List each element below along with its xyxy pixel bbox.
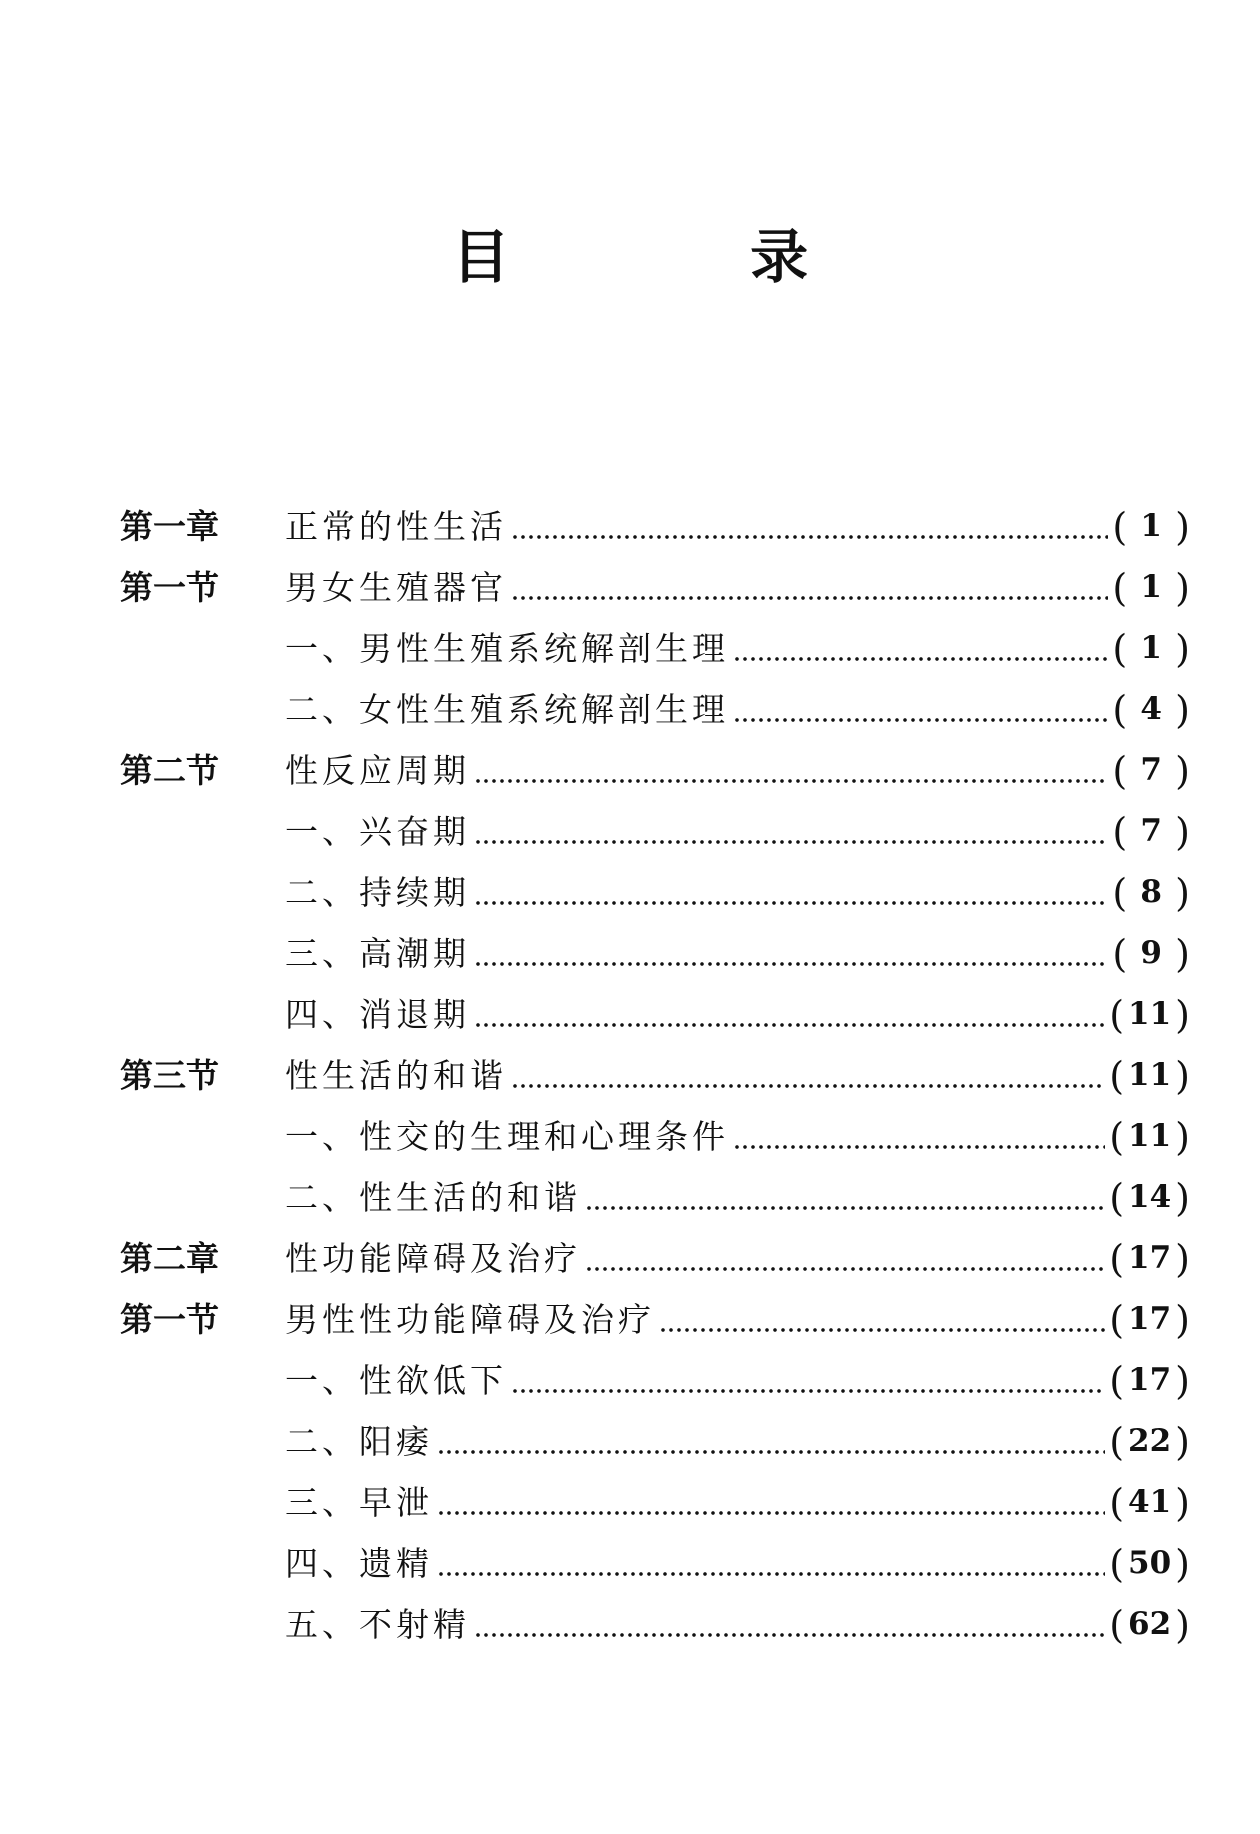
page-number: 4 [1140, 691, 1162, 727]
toc-entry [120, 1533, 1190, 1594]
toc-entry-page: ( 7 ) [1112, 748, 1190, 793]
dot-leader [474, 754, 1108, 787]
dot-leader [733, 1120, 1105, 1153]
page-number: 7 [1140, 752, 1162, 788]
toc-entry-page: ( 4 ) [1112, 687, 1190, 732]
toc-entry-page: ( 41 ) [1109, 1480, 1190, 1525]
dot-leader [511, 1059, 1105, 1092]
toc-entry [120, 1106, 1190, 1167]
toc-entry-page: ( 1 ) [1112, 565, 1190, 610]
toc-entry-title: 三、高潮期 [285, 934, 470, 973]
toc-entry-title: 二、持续期 [285, 873, 470, 912]
toc-entry-title: 三、早泄 [285, 1483, 433, 1522]
toc-entry-title: 正常的性生活 [285, 507, 507, 546]
page-title: 目 录 [451, 223, 919, 291]
page-number: 11 [1128, 1057, 1172, 1093]
toc-entry [120, 801, 1190, 862]
toc-entry-title: 一、性欲低下 [285, 1361, 507, 1400]
page-number: 50 [1128, 1545, 1172, 1581]
dot-leader [474, 998, 1105, 1031]
toc-entry [120, 557, 1190, 618]
page-number: 17 [1128, 1362, 1172, 1398]
toc-entry-page: ( 11 ) [1109, 992, 1190, 1037]
page-number: 41 [1128, 1484, 1172, 1520]
page-number: 7 [1140, 813, 1162, 849]
toc-entry-label: 第一节 [120, 568, 219, 607]
page-number: 11 [1128, 1118, 1172, 1154]
toc-entry [120, 1472, 1190, 1533]
toc-entry-title: 男女生殖器官 [285, 568, 507, 607]
toc-entry-page: ( 22 ) [1109, 1419, 1190, 1464]
toc-entry-title: 男性性功能障碍及治疗 [285, 1300, 655, 1339]
toc-entry-title: 四、遗精 [285, 1544, 433, 1583]
dot-leader [511, 510, 1108, 543]
dot-leader [511, 571, 1108, 604]
page-number: 9 [1140, 935, 1162, 971]
toc-entry [120, 679, 1190, 740]
toc-entry [120, 1411, 1190, 1472]
toc-entry-label: 第二章 [120, 1239, 219, 1278]
toc-entry [120, 1289, 1190, 1350]
toc-entry-page: ( 7 ) [1112, 809, 1190, 854]
dot-leader [474, 1608, 1105, 1641]
toc-entry-page: ( 17 ) [1109, 1236, 1190, 1281]
page-number: 1 [1140, 569, 1162, 605]
toc-entry-page: ( 11 ) [1109, 1053, 1190, 1098]
dot-leader [733, 632, 1108, 665]
toc-entry-label: 第二节 [120, 751, 219, 790]
page-number: 1 [1140, 508, 1162, 544]
toc-entry [120, 862, 1190, 923]
dot-leader [511, 1364, 1105, 1397]
toc-entry [120, 496, 1190, 557]
toc-entry [120, 1167, 1190, 1228]
toc-entry-title: 一、兴奋期 [285, 812, 470, 851]
toc-entry-page: ( 1 ) [1112, 626, 1190, 671]
toc-entry-title: 二、女性生殖系统解剖生理 [285, 690, 729, 729]
toc-entry-page: ( 1 ) [1112, 504, 1190, 549]
dot-leader [437, 1547, 1105, 1580]
toc-entry-title: 性生活的和谐 [285, 1056, 507, 1095]
toc-entry-label: 第三节 [120, 1056, 219, 1095]
dot-leader [437, 1425, 1105, 1458]
toc-entry-page: ( 17 ) [1109, 1297, 1190, 1342]
toc-entry [120, 1228, 1190, 1289]
toc-entry [120, 984, 1190, 1045]
toc-entry-page: ( 17 ) [1109, 1358, 1190, 1403]
toc-entry-title: 五、不射精 [285, 1605, 470, 1644]
dot-leader [659, 1303, 1105, 1336]
toc-entry-title: 一、男性生殖系统解剖生理 [285, 629, 729, 668]
page-number: 1 [1140, 630, 1162, 666]
page-number: 17 [1128, 1240, 1172, 1276]
toc-entry-page: ( 11 ) [1109, 1114, 1190, 1159]
toc-entry [120, 1594, 1190, 1655]
toc-entry-page: ( 14 ) [1109, 1175, 1190, 1220]
dot-leader [585, 1242, 1105, 1275]
toc-entry-page: ( 50 ) [1109, 1541, 1190, 1586]
dot-leader [474, 815, 1108, 848]
page-number: 22 [1128, 1423, 1172, 1459]
toc-entry [120, 1045, 1190, 1106]
page-number: 62 [1128, 1606, 1172, 1642]
toc-entry-title: 一、性交的生理和心理条件 [285, 1117, 729, 1156]
table-of-contents [120, 496, 1190, 1655]
toc-entry-page: ( 62 ) [1109, 1602, 1190, 1647]
toc-entry-label: 第一节 [120, 1300, 219, 1339]
dot-leader [474, 937, 1108, 970]
toc-entry-title: 二、性生活的和谐 [285, 1178, 581, 1217]
toc-entry-page: ( 9 ) [1112, 931, 1190, 976]
page-number: 14 [1128, 1179, 1172, 1215]
toc-entry [120, 618, 1190, 679]
toc-entry-title: 性反应周期 [285, 751, 470, 790]
page-number: 8 [1140, 874, 1162, 910]
page-number: 17 [1128, 1301, 1172, 1337]
toc-entry-label: 第一章 [120, 507, 219, 546]
toc-entry-title: 性功能障碍及治疗 [285, 1239, 581, 1278]
toc-entry-page: ( 8 ) [1112, 870, 1190, 915]
toc-entry [120, 923, 1190, 984]
toc-entry [120, 1350, 1190, 1411]
page-number: 11 [1128, 996, 1172, 1032]
dot-leader [585, 1181, 1105, 1214]
dot-leader [437, 1486, 1105, 1519]
toc-entry [120, 740, 1190, 801]
toc-entry-title: 四、消退期 [285, 995, 470, 1034]
dot-leader [474, 876, 1108, 909]
toc-entry-title: 二、阳痿 [285, 1422, 433, 1461]
dot-leader [733, 693, 1108, 726]
